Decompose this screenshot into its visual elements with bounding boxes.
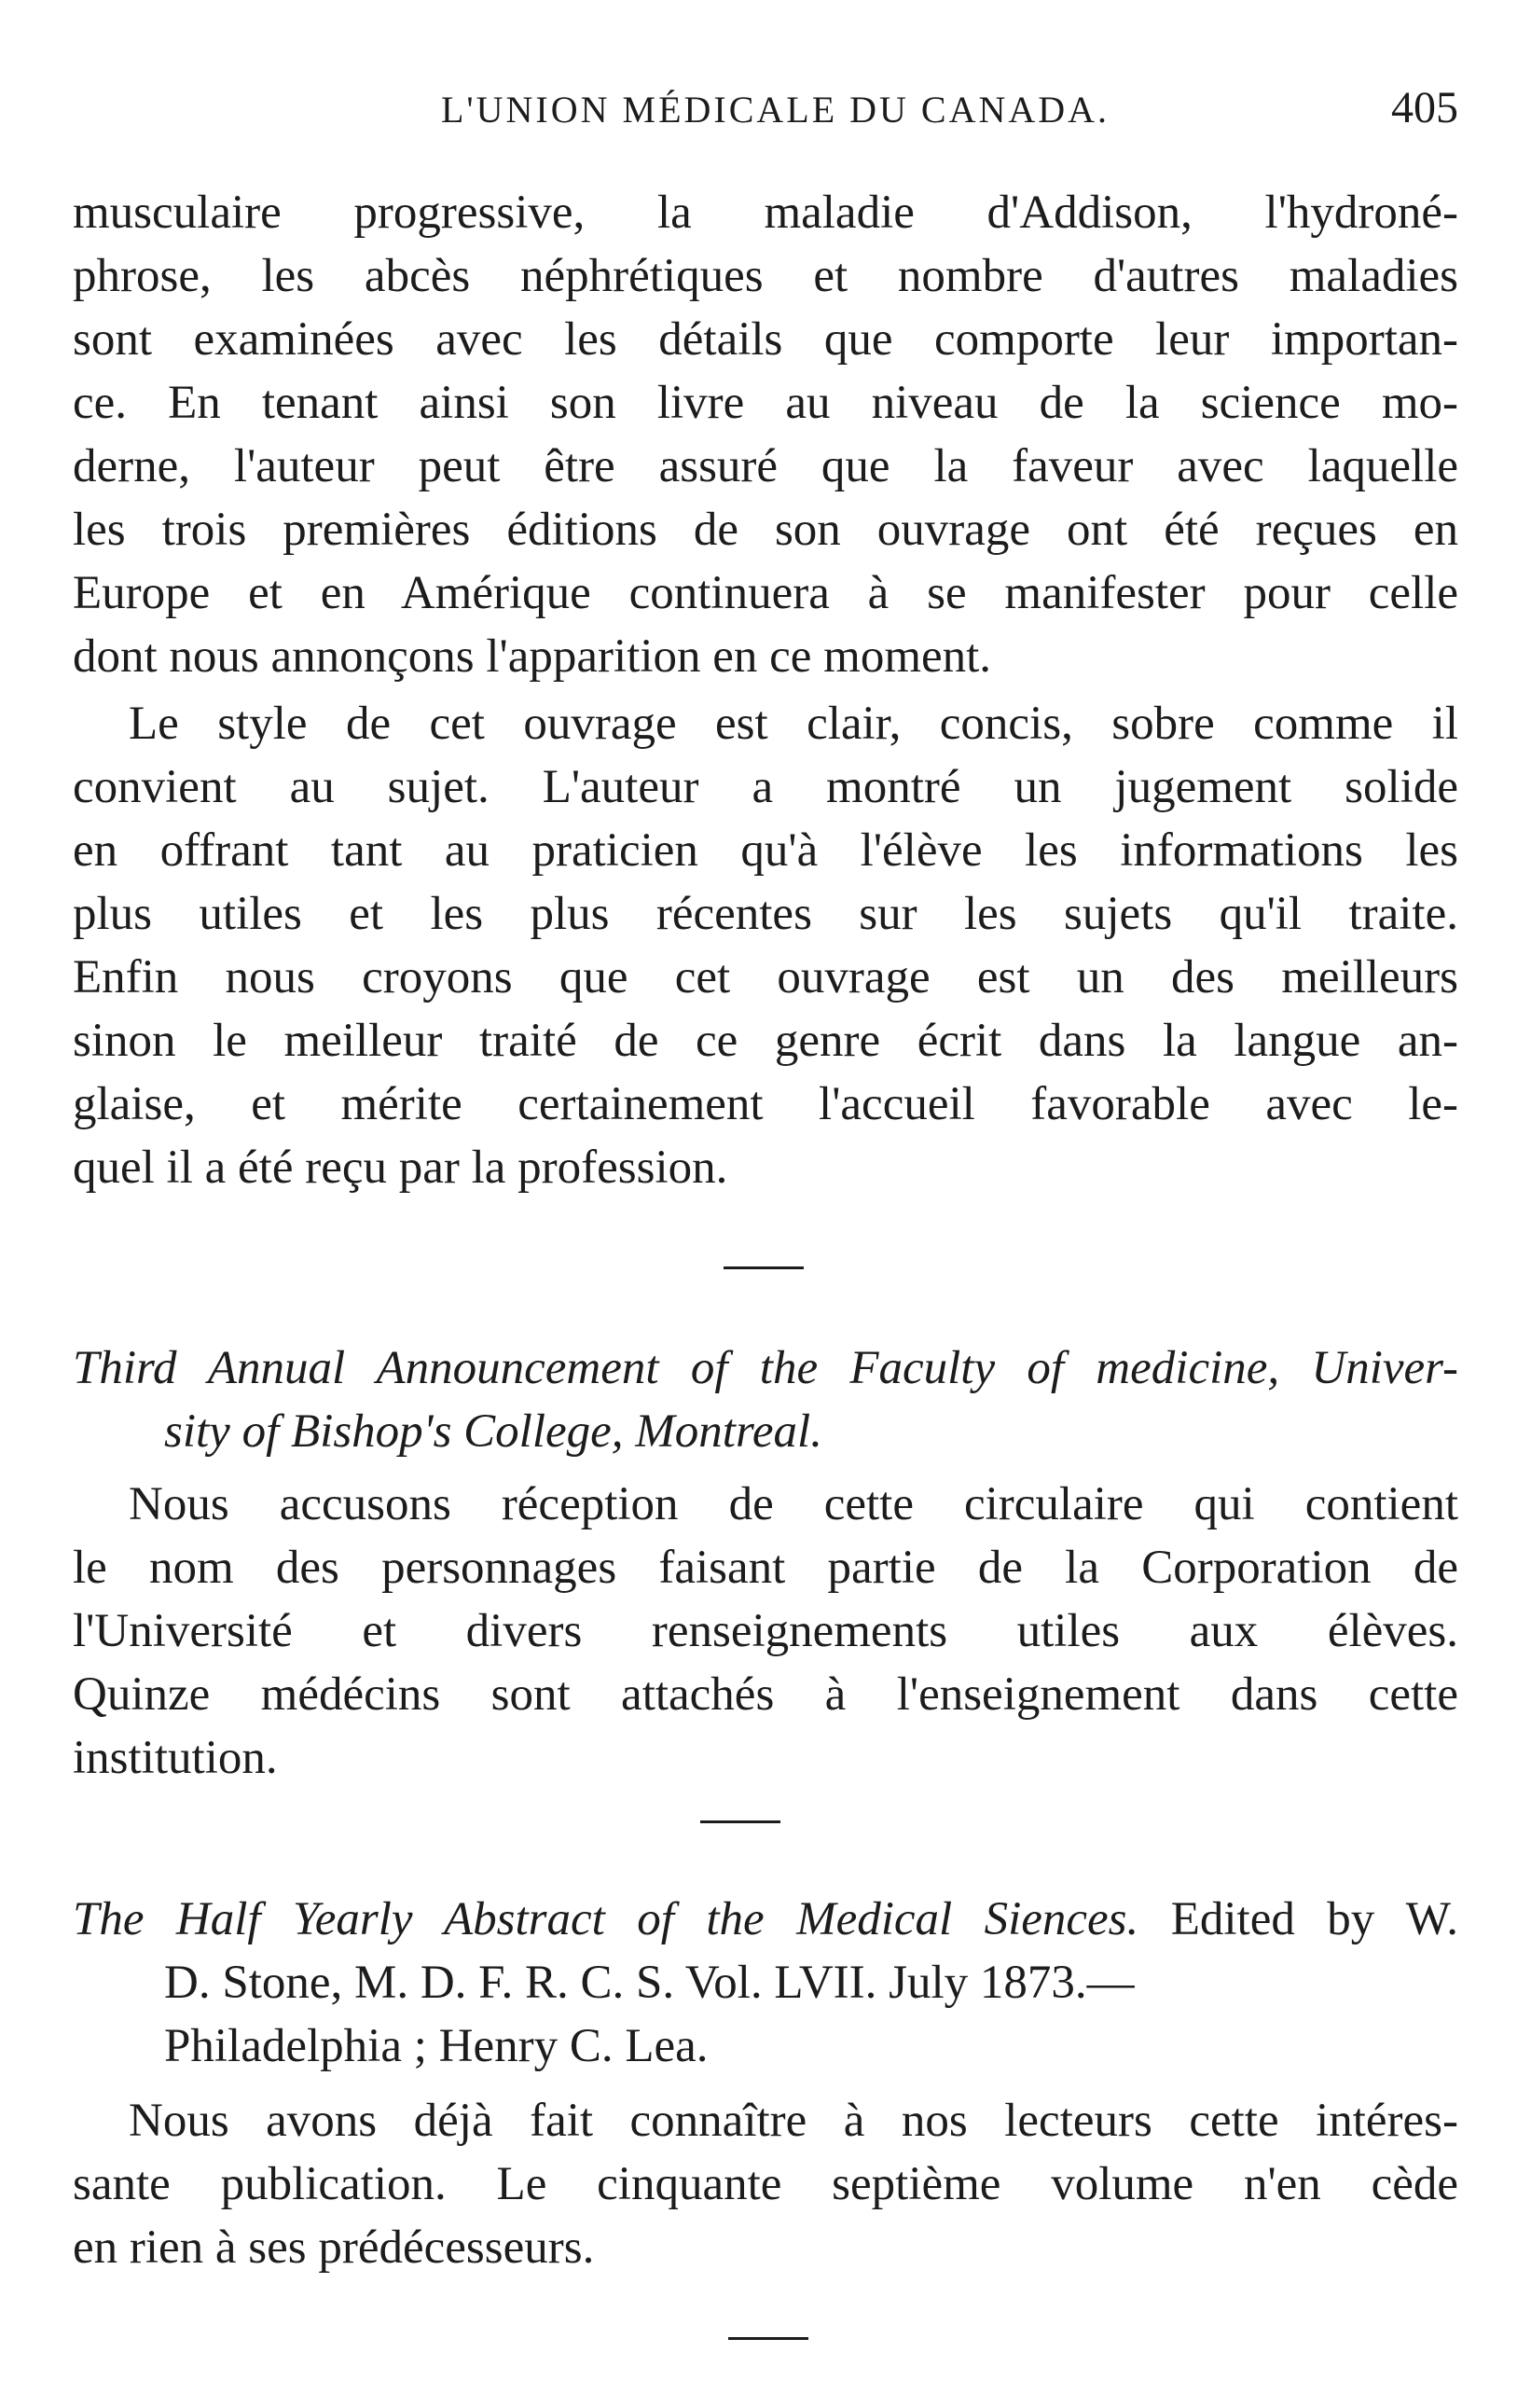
- paragraph-continued: [73, 181, 1458, 688]
- text-line: glaise, et mérite certainement l'accueil favorable avec le-: [73, 1078, 1458, 1130]
- paragraph-style-review: [73, 692, 1458, 1199]
- text-line: le nom des personnages faisant partie de la Corporation de: [73, 1542, 1458, 1594]
- text-line: en rien à ses prédécesseurs.: [73, 2221, 595, 2274]
- text-line: en offrant tant au praticien qu'à l'élève les informations les: [73, 824, 1458, 877]
- text-line: sante publication. Le cinquante septième volume n'en cède: [73, 2158, 1458, 2210]
- text-line: quel il a été reçu par la profession.: [73, 1142, 728, 1194]
- notice-half-yearly-abstract: [73, 1888, 1458, 2279]
- text-line: convient au sujet. L'auteur a montré un jugement solide: [73, 761, 1458, 813]
- text-line: phrose, les abcès néphrétiques et nombre d'autres maladies: [73, 250, 1458, 302]
- running-title: L'UNION MÉDICALE DU CANADA.: [441, 89, 1110, 131]
- text-line: Quinze médécins sont attachés à l'enseignement dans cette: [73, 1668, 1458, 1721]
- text-line: Nous avons déjà fait connaître à nos lecteurs cette intéres-: [129, 2095, 1458, 2147]
- text-line: musculaire progressive, la maladie d'Addison, l'hydroné-: [73, 187, 1458, 239]
- notice-title-line: sity of Bishop's College, Montreal.: [164, 1405, 822, 1458]
- text-line: ce. En tenant ainsi son livre au niveau de la science mo-: [73, 377, 1458, 429]
- text-line: les trois premières éditions de son ouvrage ont été reçues en: [73, 504, 1458, 556]
- text-line: Nous accusons réception de cette circulaire qui contient: [129, 1478, 1458, 1530]
- text-line: derne, l'auteur peut être assuré que la faveur avec laquelle: [73, 440, 1458, 492]
- editor-credit: Edited by W.: [1138, 1893, 1458, 1945]
- text-line: sont examinées avec les détails que comporte leur importan-: [73, 313, 1458, 366]
- book-page: [73, 0, 1458, 2408]
- notice-bishops-college: [73, 1336, 1458, 1790]
- section-divider: [724, 1266, 804, 1269]
- text-line: institution.: [73, 1732, 278, 1784]
- notice-title-line: Philadelphia ; Henry C. Lea.: [164, 2020, 709, 2072]
- running-header: [73, 82, 1458, 138]
- page-number: 405: [1391, 83, 1458, 132]
- text-line: dont nous annonçons l'apparition en ce moment.: [73, 630, 992, 683]
- section-divider: [700, 1820, 780, 1823]
- journal-title: The Half Yearly Abstract of the Medical Siences.: [73, 1893, 1139, 1945]
- section-divider: [728, 2337, 808, 2340]
- notice-title-line: D. Stone, M. D. F. R. C. S. Vol. LVII. July 1873.—: [164, 1957, 1135, 2009]
- notice-title-line: [73, 1888, 1458, 1951]
- text-line: plus utiles et les plus récentes sur les sujets qu'il traite.: [73, 888, 1458, 940]
- text-line: l'Université et divers renseignements utiles aux élèves.: [73, 1605, 1458, 1657]
- text-line: sinon le meilleur traité de ce genre écrit dans la langue an-: [73, 1015, 1458, 1067]
- text-line: Europe et en Amérique continuera à se manifester pour celle: [73, 567, 1458, 619]
- text-line: Enfin nous croyons que cet ouvrage est un des meilleurs: [73, 951, 1458, 1003]
- text-line: Le style de cet ouvrage est clair, concis, sobre comme il: [129, 698, 1458, 750]
- notice-title-line: Third Annual Announcement of the Faculty of medicine, Univer-: [73, 1342, 1458, 1394]
